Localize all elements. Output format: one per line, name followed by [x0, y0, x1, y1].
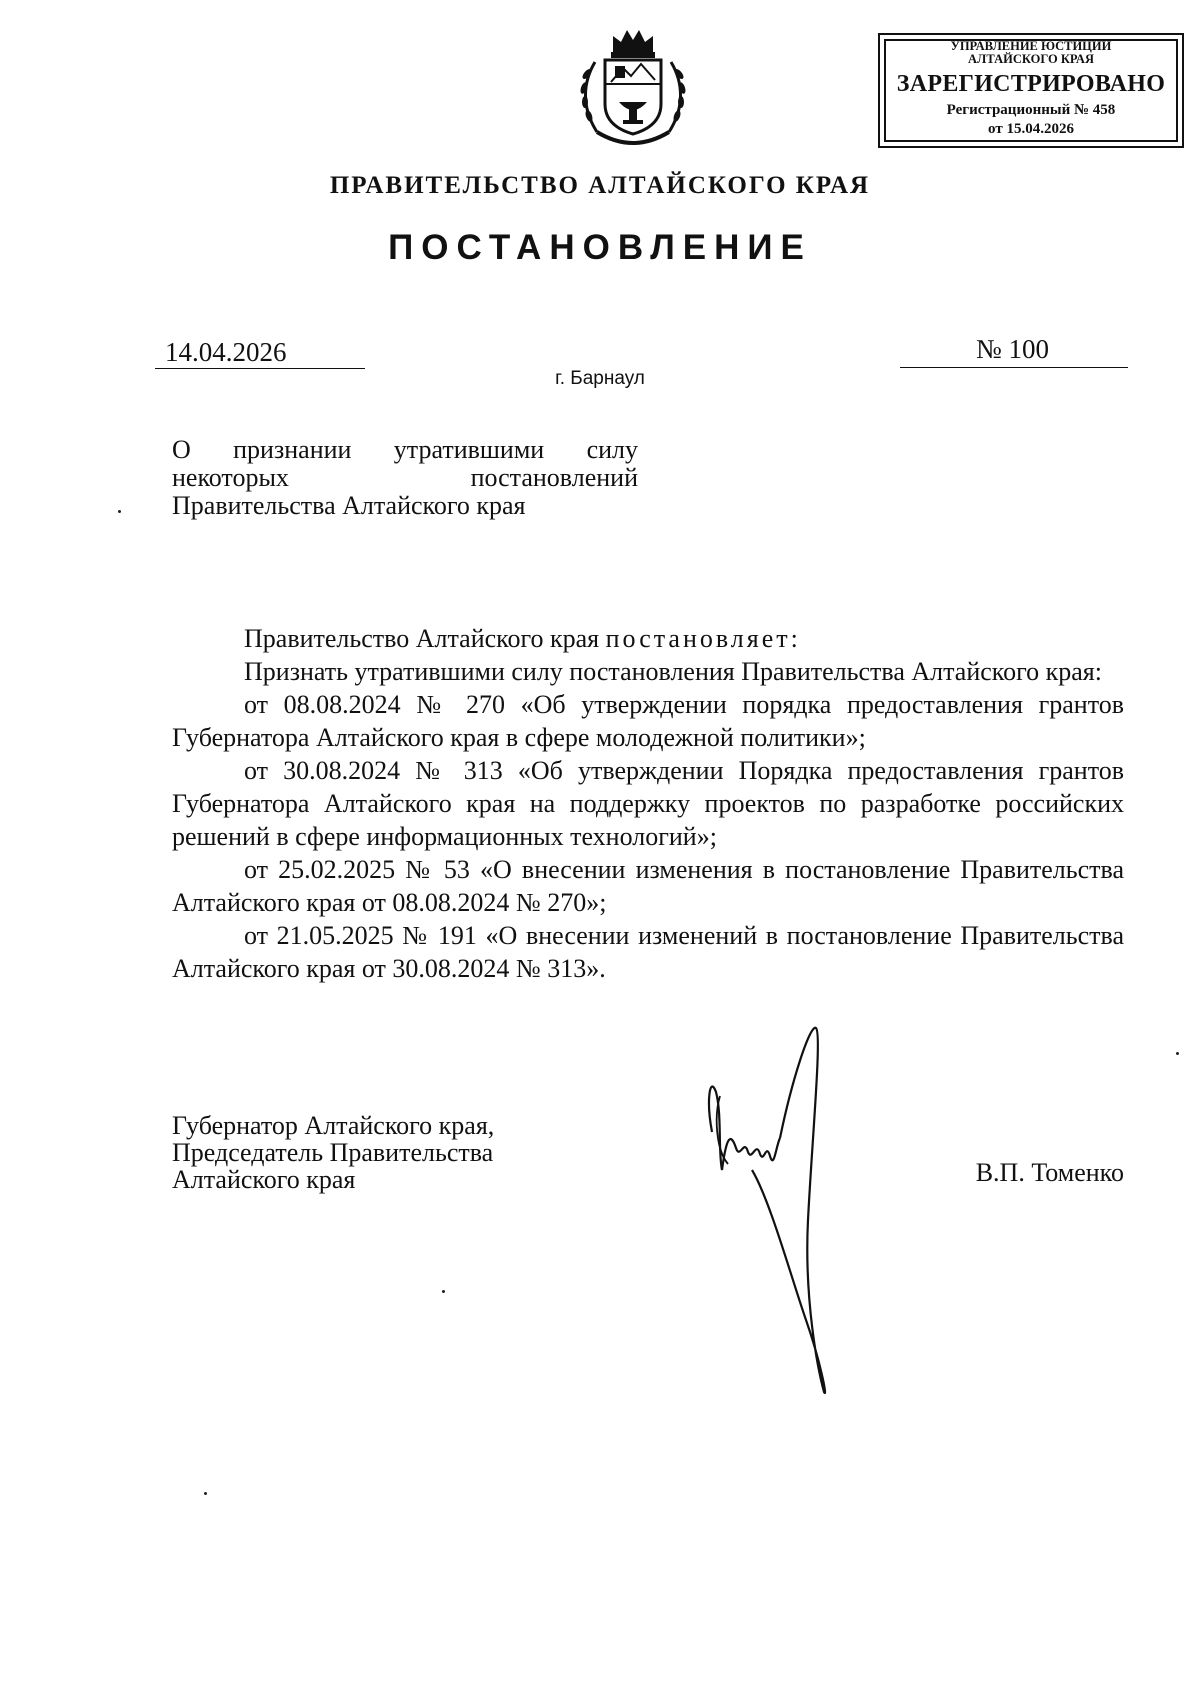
- document-type: ПОСТАНОВЛЕНИЕ: [388, 228, 812, 267]
- revoked-act-item: от 21.05.2025 № 191 «О внесении изменений в постановление Правительства Алтайского края от 30.08.2024 № 313».: [172, 921, 1124, 983]
- position-line: Алтайского края: [172, 1165, 356, 1194]
- preamble-verb: постановляет:: [605, 624, 801, 653]
- document-city: г. Барнаул: [555, 368, 645, 389]
- preamble: [172, 622, 1124, 655]
- stamp-reg-date: от 15.04.2026: [988, 121, 1074, 137]
- scan-speck: [1176, 1052, 1179, 1055]
- document-number: № 100: [976, 334, 1050, 364]
- registration-stamp: [878, 33, 1184, 148]
- revoked-act-item: от 08.08.2024 № 270 «Об утверждении порядка предоставления грантов Губернатора Алтайского края в сфере молодежной политики»;: [172, 690, 1124, 752]
- government-title: ПРАВИТЕЛЬСТВО АЛТАЙСКОГО КРАЯ: [329, 172, 871, 199]
- document-subject: [172, 436, 638, 520]
- scan-speck: [204, 1492, 207, 1495]
- revoked-act-item: от 25.02.2025 № 53 «О внесении изменения в постановление Правительства Алтайского края от 08.08.2024 № 270»;: [172, 855, 1124, 917]
- preamble-lead: Правительство Алтайского края: [244, 624, 606, 653]
- position-line: Председатель Правительства: [172, 1138, 494, 1167]
- intro-paragraph: Признать утратившими силу постановления Правительства Алтайского края:: [244, 657, 1102, 686]
- subject-line: О признании утратившими силу: [172, 435, 638, 464]
- position-line: Губернатор Алтайского края,: [172, 1111, 495, 1140]
- stamp-authority-line1: УПРАВЛЕНИЕ ЮСТИЦИИ: [950, 39, 1112, 53]
- stamp-status: ЗАРЕГИСТРИРОВАНО: [896, 71, 1166, 97]
- altai-krai-coat-of-arms-icon: [575, 22, 691, 154]
- signatory-name: В.П. Томенко: [975, 1158, 1124, 1187]
- subject-line: некоторых постановлений: [172, 463, 638, 492]
- signatory-position: [172, 1112, 592, 1193]
- document-body: [172, 622, 1124, 985]
- document-date: 14.04.2026: [165, 337, 287, 367]
- stamp-reg-number: Регистрационный № 458: [946, 102, 1116, 118]
- revoked-act-item: от 30.08.2024 № 313 «Об утверждении Порядка предоставления грантов Губернатора Алтайского края на поддержку проектов по разработке российских решений в сфере информационных технологий»;: [172, 756, 1124, 851]
- stamp-authority-line2: АЛТАЙСКОГО КРАЯ: [968, 52, 1094, 66]
- scan-speck: [442, 1290, 445, 1293]
- document-number-field: [900, 333, 1128, 368]
- subject-line: Правительства Алтайского края: [172, 491, 526, 520]
- scan-speck: [118, 510, 121, 513]
- handwritten-signature-icon: [700, 1020, 900, 1400]
- document-date-field: [155, 336, 365, 369]
